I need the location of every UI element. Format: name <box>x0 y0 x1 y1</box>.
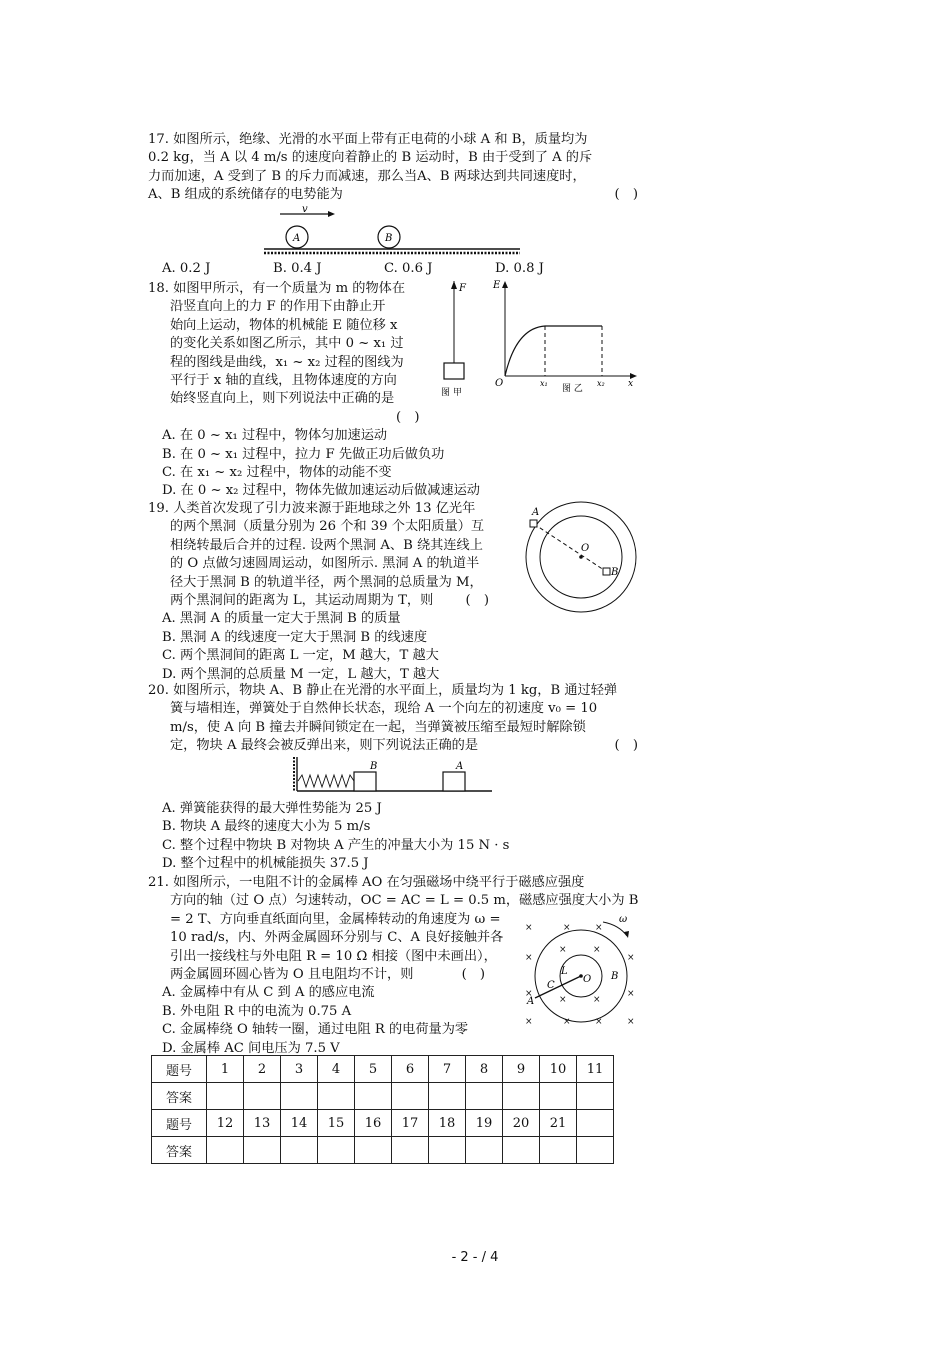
point-c-label: C <box>547 980 555 991</box>
q19-line: 两个黑洞间的距离为 L，其运动周期为 T，则 <box>170 592 434 608</box>
table-cell: 2 <box>244 1056 281 1083</box>
option-c: C. 金属棒绕 O 轴转一圈，通过电阻 R 的电荷量为零 <box>162 1022 469 1038</box>
table-cell: 15 <box>318 1110 355 1137</box>
option-c: C. 整个过程中物块 B 对物块 A 产生的冲量大小为 15 N · s <box>162 837 510 853</box>
q20-line: 定，物块 A 最终会被反弹出来，则下列说法正确的是 <box>170 738 479 754</box>
answer-paren: ( ) <box>465 592 489 608</box>
x1-label: x₁ <box>540 379 548 388</box>
black-hole-b-label: B <box>611 567 619 578</box>
q18-line: 18. 如图甲所示，有一个质量为 m 的物体在 <box>148 281 406 296</box>
answer-paren: ( ) <box>396 409 420 425</box>
q19-line: 的两个黑洞（质量分别为 26 个和 39 个太阳质量）互 <box>170 519 485 535</box>
option-b: B. 物块 A 最终的速度大小为 5 m/s <box>162 819 371 835</box>
field-cross-icon: × <box>595 1017 603 1027</box>
q21-line: 方向的轴（过 O 点）匀速转动，OC = AC = L = 0.5 m，磁感应强度大小为 B <box>170 893 639 909</box>
q17-line: 0.2 kg，当 A 以 4 m/s 的速度向着静止的 B 运动时，B 由于受到了 A 的斥 <box>148 150 593 166</box>
q20-options <box>148 800 638 874</box>
q17-line: A、B 组成的系统储存的电势能为 <box>148 187 343 203</box>
option-a: A. 黑洞 A 的质量一定大于黑洞 B 的质量 <box>162 611 401 627</box>
table-cell: 5 <box>355 1056 392 1083</box>
figure-yi-caption: 图 乙 <box>562 384 583 394</box>
table-cell: 13 <box>244 1110 281 1137</box>
x2-label: x₂ <box>597 379 605 388</box>
table-cell: 21 <box>540 1110 577 1137</box>
answer-paren: ( ) <box>614 187 638 203</box>
table-cell: 17 <box>392 1110 429 1137</box>
center-o-label: O <box>581 543 590 554</box>
q18-line: 程的图线是曲线，x₁ ~ x₂ 过程的图线为 <box>170 354 404 370</box>
q17-line: 17. 如图所示，绝缘、光滑的水平面上带有正电荷的小球 A 和 B，质量均为 <box>148 132 588 147</box>
field-cross-icon: × <box>593 995 601 1005</box>
option-c: C. 0.6 J <box>384 261 433 276</box>
option-a: A. 在 0 ~ x₁ 过程中，物体匀加速运动 <box>162 428 388 444</box>
table-header-cell: 答案 <box>152 1083 207 1110</box>
table-cell: 19 <box>466 1110 503 1137</box>
field-cross-icon: × <box>525 1017 533 1027</box>
axis-x-label: x <box>628 379 634 389</box>
field-cross-icon: × <box>563 1017 571 1027</box>
option-a: A. 金属棒中有从 C 到 A 的感应电流 <box>162 985 375 1001</box>
q21-line: 10 rad/s，内、外两金属圆环分别与 C、A 良好接触并各 <box>170 930 504 946</box>
option-b: B. 在 0 ~ x₁ 过程中，拉力 F 先做正功后做负功 <box>162 446 445 462</box>
q19-line: 19. 人类首次发现了引力波来源于距地球之外 13 亿光年 <box>148 501 476 516</box>
option-d: D. 0.8 J <box>495 261 544 276</box>
q20-line: m/s，使 A 向 B 撞去并瞬间锁定在一起，当弹簧被压缩至最短时解除锁 <box>170 719 586 735</box>
table-cell <box>577 1110 614 1137</box>
field-cross-icon: × <box>525 989 533 999</box>
q19-line: 径大于黑洞 B 的轨道半径，两个黑洞的总质量为 M， <box>170 574 483 590</box>
field-cross-icon: × <box>627 1017 635 1027</box>
answer-cell[interactable] <box>244 1083 281 1110</box>
answer-cell[interactable] <box>466 1137 503 1164</box>
option-b: B. 黑洞 A 的线速度一定大于黑洞 B 的线速度 <box>162 629 428 645</box>
answer-cell[interactable] <box>503 1137 540 1164</box>
q20-line: 20. 如图所示，物块 A、B 静止在光滑的水平面上，质量均为 1 kg，B 通过轻弹 <box>148 683 618 698</box>
figure-jia-caption: 图 甲 <box>441 388 462 398</box>
axis-e-label: E <box>493 280 501 291</box>
q18-line: 始终竖直向上，则下列说法中正确的是 <box>170 391 395 407</box>
answer-cell[interactable] <box>355 1083 392 1110</box>
answer-table <box>151 1055 614 1164</box>
q21-line: 引出一接线柱与外电阻 R = 10 Ω 相接（图中未画出）， <box>170 948 497 964</box>
answer-cell[interactable] <box>207 1083 244 1110</box>
length-l-label: L <box>561 966 568 977</box>
answer-cell[interactable] <box>392 1083 429 1110</box>
table-cell: 3 <box>281 1056 318 1083</box>
answer-cell[interactable] <box>392 1137 429 1164</box>
answer-cell[interactable] <box>318 1083 355 1110</box>
q18-line: 平行于 x 轴的直线，且物体速度的方向 <box>170 372 397 388</box>
q17-figure <box>258 204 528 260</box>
q18-line: 的变化关系如图乙所示，其中 0 ~ x₁ 过 <box>170 336 404 352</box>
q19-line: 相绕转最后合并的过程. 设两个黑洞 A、B 绕其连线上 <box>170 537 483 553</box>
table-cell: 6 <box>392 1056 429 1083</box>
option-c: C. 在 x₁ ~ x₂ 过程中，物体的动能不变 <box>162 464 392 480</box>
answer-cell[interactable] <box>281 1083 318 1110</box>
answer-cell[interactable] <box>244 1137 281 1164</box>
answer-cell[interactable] <box>355 1137 392 1164</box>
answer-cell[interactable] <box>577 1137 614 1164</box>
table-row <box>152 1083 614 1110</box>
table-cell: 1 <box>207 1056 244 1083</box>
q20-figure <box>290 755 500 797</box>
table-cell: 12 <box>207 1110 244 1137</box>
answer-cell[interactable] <box>540 1137 577 1164</box>
q18-figure-jia <box>426 279 486 399</box>
field-cross-icon: × <box>559 945 567 955</box>
center-o-label: O <box>583 974 592 985</box>
table-cell: 14 <box>281 1110 318 1137</box>
table-cell: 4 <box>318 1056 355 1083</box>
origin-label: O <box>495 378 504 389</box>
answer-cell[interactable] <box>429 1137 466 1164</box>
force-label: F <box>459 283 466 294</box>
field-cross-icon: × <box>595 923 603 933</box>
answer-cell[interactable] <box>503 1083 540 1110</box>
ball-a-label: A <box>293 233 301 244</box>
table-cell: 7 <box>429 1056 466 1083</box>
option-c: C. 两个黑洞间的距离 L 一定，M 越大，T 越大 <box>162 648 439 664</box>
field-cross-icon: × <box>563 923 571 933</box>
answer-cell[interactable] <box>429 1083 466 1110</box>
table-row <box>152 1110 614 1137</box>
block-b-label: B <box>370 761 378 772</box>
table-row <box>152 1137 614 1164</box>
table-cell: 8 <box>466 1056 503 1083</box>
q18-figure-yi <box>490 276 640 396</box>
option-d: D. 两个黑洞的总质量 M 一定，L 越大，T 越大 <box>162 666 440 682</box>
page-number: - 2 - / 4 <box>451 1250 499 1265</box>
table-cell: 20 <box>503 1110 540 1137</box>
question-20 <box>148 682 638 756</box>
field-cross-icon: × <box>559 995 567 1005</box>
answer-cell[interactable] <box>577 1083 614 1110</box>
option-b: B. 外电阻 R 中的电流为 0.75 A <box>162 1003 352 1019</box>
table-cell: 18 <box>429 1110 466 1137</box>
table-cell: 16 <box>355 1110 392 1137</box>
answer-cell[interactable] <box>540 1083 577 1110</box>
option-b: B. 0.4 J <box>273 261 322 276</box>
table-cell: 11 <box>577 1056 614 1083</box>
field-cross-icon: × <box>593 945 601 955</box>
table-row <box>152 1056 614 1083</box>
answer-cell[interactable] <box>466 1083 503 1110</box>
q17-line: 力而加速，A 受到了 B 的斥力而减速，那么当A、B 两球达到共同速度时， <box>148 168 586 184</box>
black-hole-a-label: A <box>532 507 540 518</box>
option-d: D. 在 0 ~ x₂ 过程中，物体先做加速运动后做减速运动 <box>162 483 480 499</box>
q18-line: 始向上运动，物体的机械能 E 随位移 x <box>170 317 398 333</box>
question-17 <box>148 131 638 205</box>
field-cross-icon: × <box>627 953 635 963</box>
option-a: A. 弹簧能获得的最大弹性势能为 25 J <box>162 801 382 816</box>
q21-figure <box>515 912 643 1030</box>
table-cell: 9 <box>503 1056 540 1083</box>
option-d: D. 整个过程中的机械能损失 37.5 J <box>162 856 369 872</box>
block-a-label: A <box>456 761 464 772</box>
option-d: D. 金属棒 AC 间电压为 7.5 V <box>162 1040 340 1056</box>
table-cell: 10 <box>540 1056 577 1083</box>
omega-label: ω <box>619 914 628 925</box>
velocity-label: v <box>302 204 308 215</box>
table-header-cell: 题号 <box>152 1056 207 1083</box>
ball-b-label: B <box>385 233 393 244</box>
q21-line: 21. 如图所示，一电阻不计的金属棒 AO 在匀强磁场中绕平行于磁感应强度 <box>148 875 585 890</box>
answer-cell[interactable] <box>318 1137 355 1164</box>
q19-line: 的 O 点做匀速圆周运动，如图所示. 黑洞 A 的轨道半 <box>170 556 480 572</box>
option-a: A. 0.2 J <box>162 261 211 276</box>
q21-line: 两金属圆环圆心皆为 O 且电阻均不计，则 <box>170 966 414 982</box>
q20-line: 簧与墙相连，弹簧处于自然伸长状态，现给 A 一个向左的初速度 v₀ = 10 <box>170 701 598 717</box>
q19-figure <box>518 500 643 615</box>
field-cross-icon: × <box>525 953 533 963</box>
field-cross-icon: × <box>525 923 533 933</box>
answer-paren: ( ) <box>614 738 638 754</box>
point-a-label: A <box>527 996 535 1007</box>
table-header-cell: 答案 <box>152 1137 207 1164</box>
answer-cell[interactable] <box>281 1137 318 1164</box>
answer-paren: ( ) <box>461 966 486 982</box>
table-header-cell: 题号 <box>152 1110 207 1137</box>
field-b-label: B <box>611 971 619 982</box>
answer-cell[interactable] <box>207 1137 244 1164</box>
q21-line: = 2 T、方向垂直纸面向里，金属棒转动的角速度为 ω = <box>170 911 501 927</box>
q18-line: 沿竖直向上的力 F 的作用下由静止开 <box>170 299 386 315</box>
field-cross-icon: × <box>627 989 635 999</box>
